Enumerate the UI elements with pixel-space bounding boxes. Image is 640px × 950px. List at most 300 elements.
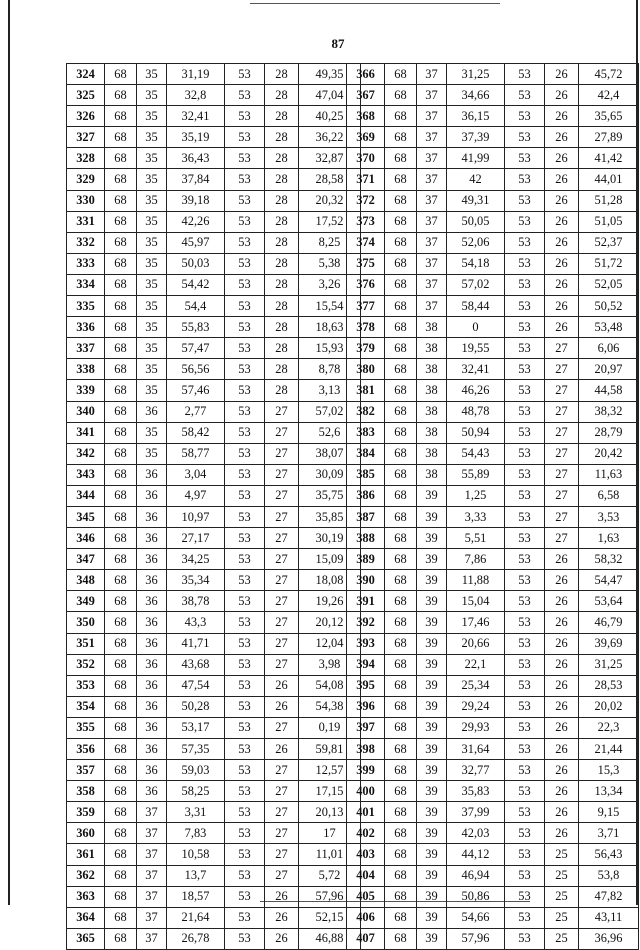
- lat-seconds-cell: 54,66: [447, 907, 505, 928]
- point-id-cell: 394: [347, 654, 385, 675]
- point-id-cell: 396: [347, 696, 385, 717]
- table-row: [347, 274, 639, 295]
- lon-seconds-cell: 58,32: [579, 549, 639, 570]
- lat-degrees-cell: 68: [385, 148, 417, 169]
- lat-degrees-cell: 68: [105, 317, 137, 338]
- lon-seconds-cell: 41,42: [579, 148, 639, 169]
- lat-seconds-cell: 54,4: [167, 296, 225, 317]
- lat-degrees-cell: 68: [385, 781, 417, 802]
- lon-minutes-cell: 27: [265, 865, 299, 886]
- lon-degrees-cell: 53: [225, 211, 265, 232]
- table-row: [67, 802, 361, 823]
- point-id-cell: 346: [67, 528, 105, 549]
- lon-minutes-cell: 28: [265, 106, 299, 127]
- point-id-cell: 375: [347, 253, 385, 274]
- point-id-cell: 352: [67, 654, 105, 675]
- point-id-cell: 371: [347, 169, 385, 190]
- lon-degrees-cell: 53: [505, 654, 545, 675]
- lon-minutes-cell: 26: [545, 274, 579, 295]
- lon-degrees-cell: 53: [225, 612, 265, 633]
- page-number: 87: [331, 36, 345, 51]
- lat-degrees-cell: 68: [385, 717, 417, 738]
- lat-degrees-cell: 68: [105, 675, 137, 696]
- table-row: [67, 106, 361, 127]
- table-row: [347, 886, 639, 907]
- lat-degrees-cell: 68: [385, 612, 417, 633]
- lon-minutes-cell: 28: [265, 274, 299, 295]
- lat-minutes-cell: 39: [417, 675, 447, 696]
- lon-minutes-cell: 27: [265, 633, 299, 654]
- lat-degrees-cell: 68: [105, 422, 137, 443]
- point-id-cell: 333: [67, 253, 105, 274]
- point-id-cell: 374: [347, 232, 385, 253]
- lon-seconds-cell: 20,42: [579, 443, 639, 464]
- point-id-cell: 328: [67, 148, 105, 169]
- point-id-cell: 350: [67, 612, 105, 633]
- lon-seconds-cell: 42,4: [579, 85, 639, 106]
- lon-degrees-cell: 53: [505, 169, 545, 190]
- table-row: [347, 317, 639, 338]
- lon-degrees-cell: 53: [225, 127, 265, 148]
- lat-seconds-cell: 10,58: [167, 844, 225, 865]
- lon-degrees-cell: 53: [505, 422, 545, 443]
- lon-degrees-cell: 53: [505, 127, 545, 148]
- lat-degrees-cell: 68: [385, 506, 417, 527]
- lat-minutes-cell: 39: [417, 928, 447, 949]
- lat-minutes-cell: 36: [137, 591, 167, 612]
- lat-degrees-cell: 68: [385, 865, 417, 886]
- lon-degrees-cell: 53: [225, 739, 265, 760]
- lon-seconds-cell: 15,09: [299, 549, 361, 570]
- table-row: [347, 359, 639, 380]
- lat-degrees-cell: 68: [105, 739, 137, 760]
- lon-seconds-cell: 3,98: [299, 654, 361, 675]
- point-id-cell: 401: [347, 802, 385, 823]
- lat-minutes-cell: 39: [417, 844, 447, 865]
- lon-seconds-cell: 35,75: [299, 485, 361, 506]
- lon-degrees-cell: 53: [505, 696, 545, 717]
- lon-minutes-cell: 28: [265, 169, 299, 190]
- lon-minutes-cell: 26: [545, 717, 579, 738]
- lon-seconds-cell: 3,26: [299, 274, 361, 295]
- table-row: [347, 675, 639, 696]
- table-row: [347, 85, 639, 106]
- lon-degrees-cell: 53: [505, 274, 545, 295]
- lon-degrees-cell: 53: [505, 506, 545, 527]
- lon-degrees-cell: 53: [225, 675, 265, 696]
- lat-minutes-cell: 35: [137, 443, 167, 464]
- lat-minutes-cell: 39: [417, 739, 447, 760]
- lat-degrees-cell: 68: [385, 802, 417, 823]
- lat-degrees-cell: 68: [105, 506, 137, 527]
- lat-minutes-cell: 38: [417, 443, 447, 464]
- lon-minutes-cell: 26: [545, 696, 579, 717]
- point-id-cell: 365: [67, 928, 105, 949]
- lon-minutes-cell: 26: [545, 570, 579, 591]
- lon-minutes-cell: 26: [545, 781, 579, 802]
- lat-degrees-cell: 68: [105, 802, 137, 823]
- table-row: [67, 823, 361, 844]
- table-row: [347, 696, 639, 717]
- table-row: [67, 443, 361, 464]
- lat-degrees-cell: 68: [105, 528, 137, 549]
- lon-degrees-cell: 53: [505, 401, 545, 422]
- lon-degrees-cell: 53: [505, 739, 545, 760]
- lon-seconds-cell: 15,3: [579, 760, 639, 781]
- lon-seconds-cell: 56,43: [579, 844, 639, 865]
- lon-seconds-cell: 6,06: [579, 338, 639, 359]
- lat-minutes-cell: 37: [417, 85, 447, 106]
- lat-minutes-cell: 36: [137, 633, 167, 654]
- table-row: [67, 654, 361, 675]
- lat-seconds-cell: 32,8: [167, 85, 225, 106]
- point-id-cell: 324: [67, 64, 105, 85]
- lon-seconds-cell: 51,28: [579, 190, 639, 211]
- lon-degrees-cell: 53: [505, 781, 545, 802]
- lon-degrees-cell: 53: [505, 928, 545, 949]
- lat-minutes-cell: 35: [137, 338, 167, 359]
- table-row: [347, 760, 639, 781]
- lon-minutes-cell: 25: [545, 886, 579, 907]
- lon-minutes-cell: 27: [265, 464, 299, 485]
- lat-minutes-cell: 35: [137, 127, 167, 148]
- lon-minutes-cell: 26: [545, 106, 579, 127]
- lat-seconds-cell: 29,93: [447, 717, 505, 738]
- lon-minutes-cell: 27: [545, 380, 579, 401]
- lon-seconds-cell: 27,89: [579, 127, 639, 148]
- lat-minutes-cell: 36: [137, 506, 167, 527]
- table-row: [347, 148, 639, 169]
- lat-seconds-cell: 32,41: [167, 106, 225, 127]
- lon-minutes-cell: 28: [265, 211, 299, 232]
- lat-seconds-cell: 39,18: [167, 190, 225, 211]
- point-id-cell: 367: [347, 85, 385, 106]
- lon-degrees-cell: 53: [505, 464, 545, 485]
- lon-degrees-cell: 53: [505, 232, 545, 253]
- lon-seconds-cell: 12,57: [299, 760, 361, 781]
- lon-minutes-cell: 26: [545, 232, 579, 253]
- lat-seconds-cell: 22,1: [447, 654, 505, 675]
- point-id-cell: 342: [67, 443, 105, 464]
- lon-seconds-cell: 18,63: [299, 317, 361, 338]
- lat-minutes-cell: 36: [137, 717, 167, 738]
- lon-degrees-cell: 53: [225, 317, 265, 338]
- lat-seconds-cell: 54,43: [447, 443, 505, 464]
- lat-degrees-cell: 68: [385, 675, 417, 696]
- lat-minutes-cell: 35: [137, 422, 167, 443]
- lon-minutes-cell: 28: [265, 64, 299, 85]
- point-id-cell: 406: [347, 907, 385, 928]
- lon-degrees-cell: 53: [505, 886, 545, 907]
- lat-seconds-cell: 32,41: [447, 359, 505, 380]
- lat-degrees-cell: 68: [385, 359, 417, 380]
- lon-minutes-cell: 25: [545, 865, 579, 886]
- lon-seconds-cell: 51,05: [579, 211, 639, 232]
- lat-seconds-cell: 55,83: [167, 317, 225, 338]
- lon-minutes-cell: 27: [265, 612, 299, 633]
- lat-minutes-cell: 39: [417, 781, 447, 802]
- lat-degrees-cell: 68: [385, 696, 417, 717]
- lon-degrees-cell: 53: [505, 148, 545, 169]
- lon-seconds-cell: 54,08: [299, 675, 361, 696]
- lat-degrees-cell: 68: [105, 844, 137, 865]
- point-id-cell: 335: [67, 296, 105, 317]
- lat-degrees-cell: 68: [385, 528, 417, 549]
- point-id-cell: 405: [347, 886, 385, 907]
- lon-minutes-cell: 28: [265, 296, 299, 317]
- lat-seconds-cell: 35,34: [167, 570, 225, 591]
- lat-seconds-cell: 3,31: [167, 802, 225, 823]
- lon-minutes-cell: 28: [265, 232, 299, 253]
- lon-minutes-cell: 27: [265, 422, 299, 443]
- point-id-cell: 358: [67, 781, 105, 802]
- point-id-cell: 326: [67, 106, 105, 127]
- lat-degrees-cell: 68: [385, 485, 417, 506]
- lat-seconds-cell: 42,03: [447, 823, 505, 844]
- lat-minutes-cell: 39: [417, 865, 447, 886]
- lat-seconds-cell: 57,47: [167, 338, 225, 359]
- lon-minutes-cell: 26: [545, 148, 579, 169]
- lon-seconds-cell: 28,79: [579, 422, 639, 443]
- lat-seconds-cell: 31,64: [447, 739, 505, 760]
- lat-degrees-cell: 68: [105, 148, 137, 169]
- lon-degrees-cell: 53: [225, 380, 265, 401]
- lat-minutes-cell: 36: [137, 464, 167, 485]
- coordinates-table-right: [346, 63, 639, 950]
- point-id-cell: 332: [67, 232, 105, 253]
- lon-minutes-cell: 28: [265, 317, 299, 338]
- lat-degrees-cell: 68: [385, 232, 417, 253]
- lon-degrees-cell: 53: [505, 106, 545, 127]
- lat-seconds-cell: 27,17: [167, 528, 225, 549]
- lat-minutes-cell: 39: [417, 654, 447, 675]
- point-id-cell: 392: [347, 612, 385, 633]
- lat-seconds-cell: 56,56: [167, 359, 225, 380]
- lat-seconds-cell: 3,33: [447, 506, 505, 527]
- lon-seconds-cell: 38,32: [579, 401, 639, 422]
- table-row: [347, 654, 639, 675]
- lat-degrees-cell: 68: [105, 380, 137, 401]
- lon-degrees-cell: 53: [225, 928, 265, 949]
- point-id-cell: 389: [347, 549, 385, 570]
- table-row: [67, 781, 361, 802]
- lon-minutes-cell: 27: [265, 549, 299, 570]
- table-row: [347, 169, 639, 190]
- lon-degrees-cell: 53: [225, 506, 265, 527]
- table-row: [347, 549, 639, 570]
- lat-minutes-cell: 39: [417, 612, 447, 633]
- lat-minutes-cell: 39: [417, 717, 447, 738]
- table-row: [67, 232, 361, 253]
- lat-minutes-cell: 35: [137, 253, 167, 274]
- lon-minutes-cell: 27: [545, 464, 579, 485]
- lat-seconds-cell: 59,03: [167, 760, 225, 781]
- lat-minutes-cell: 35: [137, 169, 167, 190]
- lon-seconds-cell: 20,12: [299, 612, 361, 633]
- lat-minutes-cell: 35: [137, 296, 167, 317]
- table-row: [67, 380, 361, 401]
- lat-minutes-cell: 37: [417, 296, 447, 317]
- point-id-cell: 353: [67, 675, 105, 696]
- lat-degrees-cell: 68: [385, 760, 417, 781]
- lat-degrees-cell: 68: [105, 633, 137, 654]
- lat-minutes-cell: 36: [137, 675, 167, 696]
- lat-minutes-cell: 37: [417, 211, 447, 232]
- lon-seconds-cell: 20,02: [579, 696, 639, 717]
- point-id-cell: 402: [347, 823, 385, 844]
- point-id-cell: 380: [347, 359, 385, 380]
- table-row: [347, 64, 639, 85]
- lon-degrees-cell: 53: [505, 549, 545, 570]
- lat-degrees-cell: 68: [105, 886, 137, 907]
- lat-minutes-cell: 39: [417, 485, 447, 506]
- lat-minutes-cell: 35: [137, 380, 167, 401]
- point-id-cell: 338: [67, 359, 105, 380]
- lon-degrees-cell: 53: [225, 274, 265, 295]
- lon-seconds-cell: 52,37: [579, 232, 639, 253]
- lon-degrees-cell: 53: [225, 802, 265, 823]
- lat-degrees-cell: 68: [105, 127, 137, 148]
- lon-seconds-cell: 40,25: [299, 106, 361, 127]
- lat-degrees-cell: 68: [105, 274, 137, 295]
- lon-minutes-cell: 28: [265, 148, 299, 169]
- lat-degrees-cell: 68: [105, 781, 137, 802]
- point-id-cell: 349: [67, 591, 105, 612]
- lat-degrees-cell: 68: [105, 485, 137, 506]
- lon-degrees-cell: 53: [505, 317, 545, 338]
- lon-seconds-cell: 21,44: [579, 739, 639, 760]
- table-row: [347, 106, 639, 127]
- point-id-cell: 369: [347, 127, 385, 148]
- table-row: [347, 781, 639, 802]
- lon-minutes-cell: 27: [545, 506, 579, 527]
- lon-seconds-cell: 52,6: [299, 422, 361, 443]
- lat-degrees-cell: 68: [105, 296, 137, 317]
- lon-minutes-cell: 26: [265, 928, 299, 949]
- lon-minutes-cell: 27: [265, 506, 299, 527]
- point-id-cell: 388: [347, 528, 385, 549]
- point-id-cell: 404: [347, 865, 385, 886]
- lat-degrees-cell: 68: [105, 443, 137, 464]
- table-row: [67, 338, 361, 359]
- lon-seconds-cell: 54,38: [299, 696, 361, 717]
- lon-seconds-cell: 22,3: [579, 717, 639, 738]
- point-id-cell: 391: [347, 591, 385, 612]
- lat-degrees-cell: 68: [105, 654, 137, 675]
- lon-degrees-cell: 53: [225, 106, 265, 127]
- table-row: [67, 739, 361, 760]
- lat-degrees-cell: 68: [105, 549, 137, 570]
- lon-degrees-cell: 53: [505, 591, 545, 612]
- lat-minutes-cell: 36: [137, 654, 167, 675]
- lon-degrees-cell: 53: [225, 401, 265, 422]
- lon-minutes-cell: 26: [545, 591, 579, 612]
- table-row: [347, 485, 639, 506]
- table-row: [347, 211, 639, 232]
- lat-seconds-cell: 49,31: [447, 190, 505, 211]
- table-row: [67, 359, 361, 380]
- lon-degrees-cell: 53: [225, 169, 265, 190]
- lon-seconds-cell: 12,04: [299, 633, 361, 654]
- point-id-cell: 377: [347, 296, 385, 317]
- point-id-cell: 368: [347, 106, 385, 127]
- lat-minutes-cell: 39: [417, 570, 447, 591]
- lon-seconds-cell: 36,22: [299, 127, 361, 148]
- lon-seconds-cell: 17,15: [299, 781, 361, 802]
- lon-degrees-cell: 53: [225, 485, 265, 506]
- lon-minutes-cell: 26: [265, 696, 299, 717]
- table-row: [67, 190, 361, 211]
- lat-degrees-cell: 68: [105, 190, 137, 211]
- lon-seconds-cell: 36,96: [579, 928, 639, 949]
- lat-degrees-cell: 68: [105, 612, 137, 633]
- lat-seconds-cell: 57,46: [167, 380, 225, 401]
- lon-minutes-cell: 26: [545, 739, 579, 760]
- lon-seconds-cell: 8,78: [299, 359, 361, 380]
- table-row: [347, 570, 639, 591]
- lat-minutes-cell: 39: [417, 760, 447, 781]
- lon-degrees-cell: 53: [225, 549, 265, 570]
- table-row: [347, 928, 639, 949]
- table-row: [67, 633, 361, 654]
- lat-minutes-cell: 35: [137, 274, 167, 295]
- lat-degrees-cell: 68: [385, 928, 417, 949]
- table-row: [347, 612, 639, 633]
- lon-seconds-cell: 53,8: [579, 865, 639, 886]
- lon-seconds-cell: 11,63: [579, 464, 639, 485]
- table-row: [347, 464, 639, 485]
- lon-seconds-cell: 57,02: [299, 401, 361, 422]
- page-left-edge: [8, 0, 10, 905]
- lon-minutes-cell: 27: [265, 591, 299, 612]
- lon-minutes-cell: 26: [545, 296, 579, 317]
- lat-minutes-cell: 37: [417, 169, 447, 190]
- point-id-cell: 403: [347, 844, 385, 865]
- lat-minutes-cell: 39: [417, 506, 447, 527]
- lon-minutes-cell: 27: [265, 760, 299, 781]
- lon-minutes-cell: 28: [265, 190, 299, 211]
- lat-minutes-cell: 37: [137, 928, 167, 949]
- lat-degrees-cell: 68: [385, 654, 417, 675]
- lat-degrees-cell: 68: [385, 380, 417, 401]
- lat-degrees-cell: 68: [385, 422, 417, 443]
- lat-minutes-cell: 36: [137, 612, 167, 633]
- lat-seconds-cell: 42,26: [167, 211, 225, 232]
- lon-seconds-cell: 52,15: [299, 907, 361, 928]
- lon-seconds-cell: 19,26: [299, 591, 361, 612]
- lat-minutes-cell: 35: [137, 85, 167, 106]
- point-id-cell: 363: [67, 886, 105, 907]
- point-id-cell: 382: [347, 401, 385, 422]
- lat-seconds-cell: 7,83: [167, 823, 225, 844]
- point-id-cell: 337: [67, 338, 105, 359]
- lat-minutes-cell: 38: [417, 317, 447, 338]
- lon-minutes-cell: 26: [545, 654, 579, 675]
- lon-degrees-cell: 53: [505, 823, 545, 844]
- lon-seconds-cell: 20,97: [579, 359, 639, 380]
- lon-minutes-cell: 26: [545, 823, 579, 844]
- lat-seconds-cell: 2,77: [167, 401, 225, 422]
- lon-degrees-cell: 53: [225, 148, 265, 169]
- lat-minutes-cell: 39: [417, 802, 447, 823]
- lon-seconds-cell: 46,88: [299, 928, 361, 949]
- lat-degrees-cell: 68: [385, 127, 417, 148]
- lon-degrees-cell: 53: [225, 633, 265, 654]
- lon-minutes-cell: 26: [545, 317, 579, 338]
- lon-minutes-cell: 28: [265, 127, 299, 148]
- lon-seconds-cell: 17,52: [299, 211, 361, 232]
- lon-seconds-cell: 54,47: [579, 570, 639, 591]
